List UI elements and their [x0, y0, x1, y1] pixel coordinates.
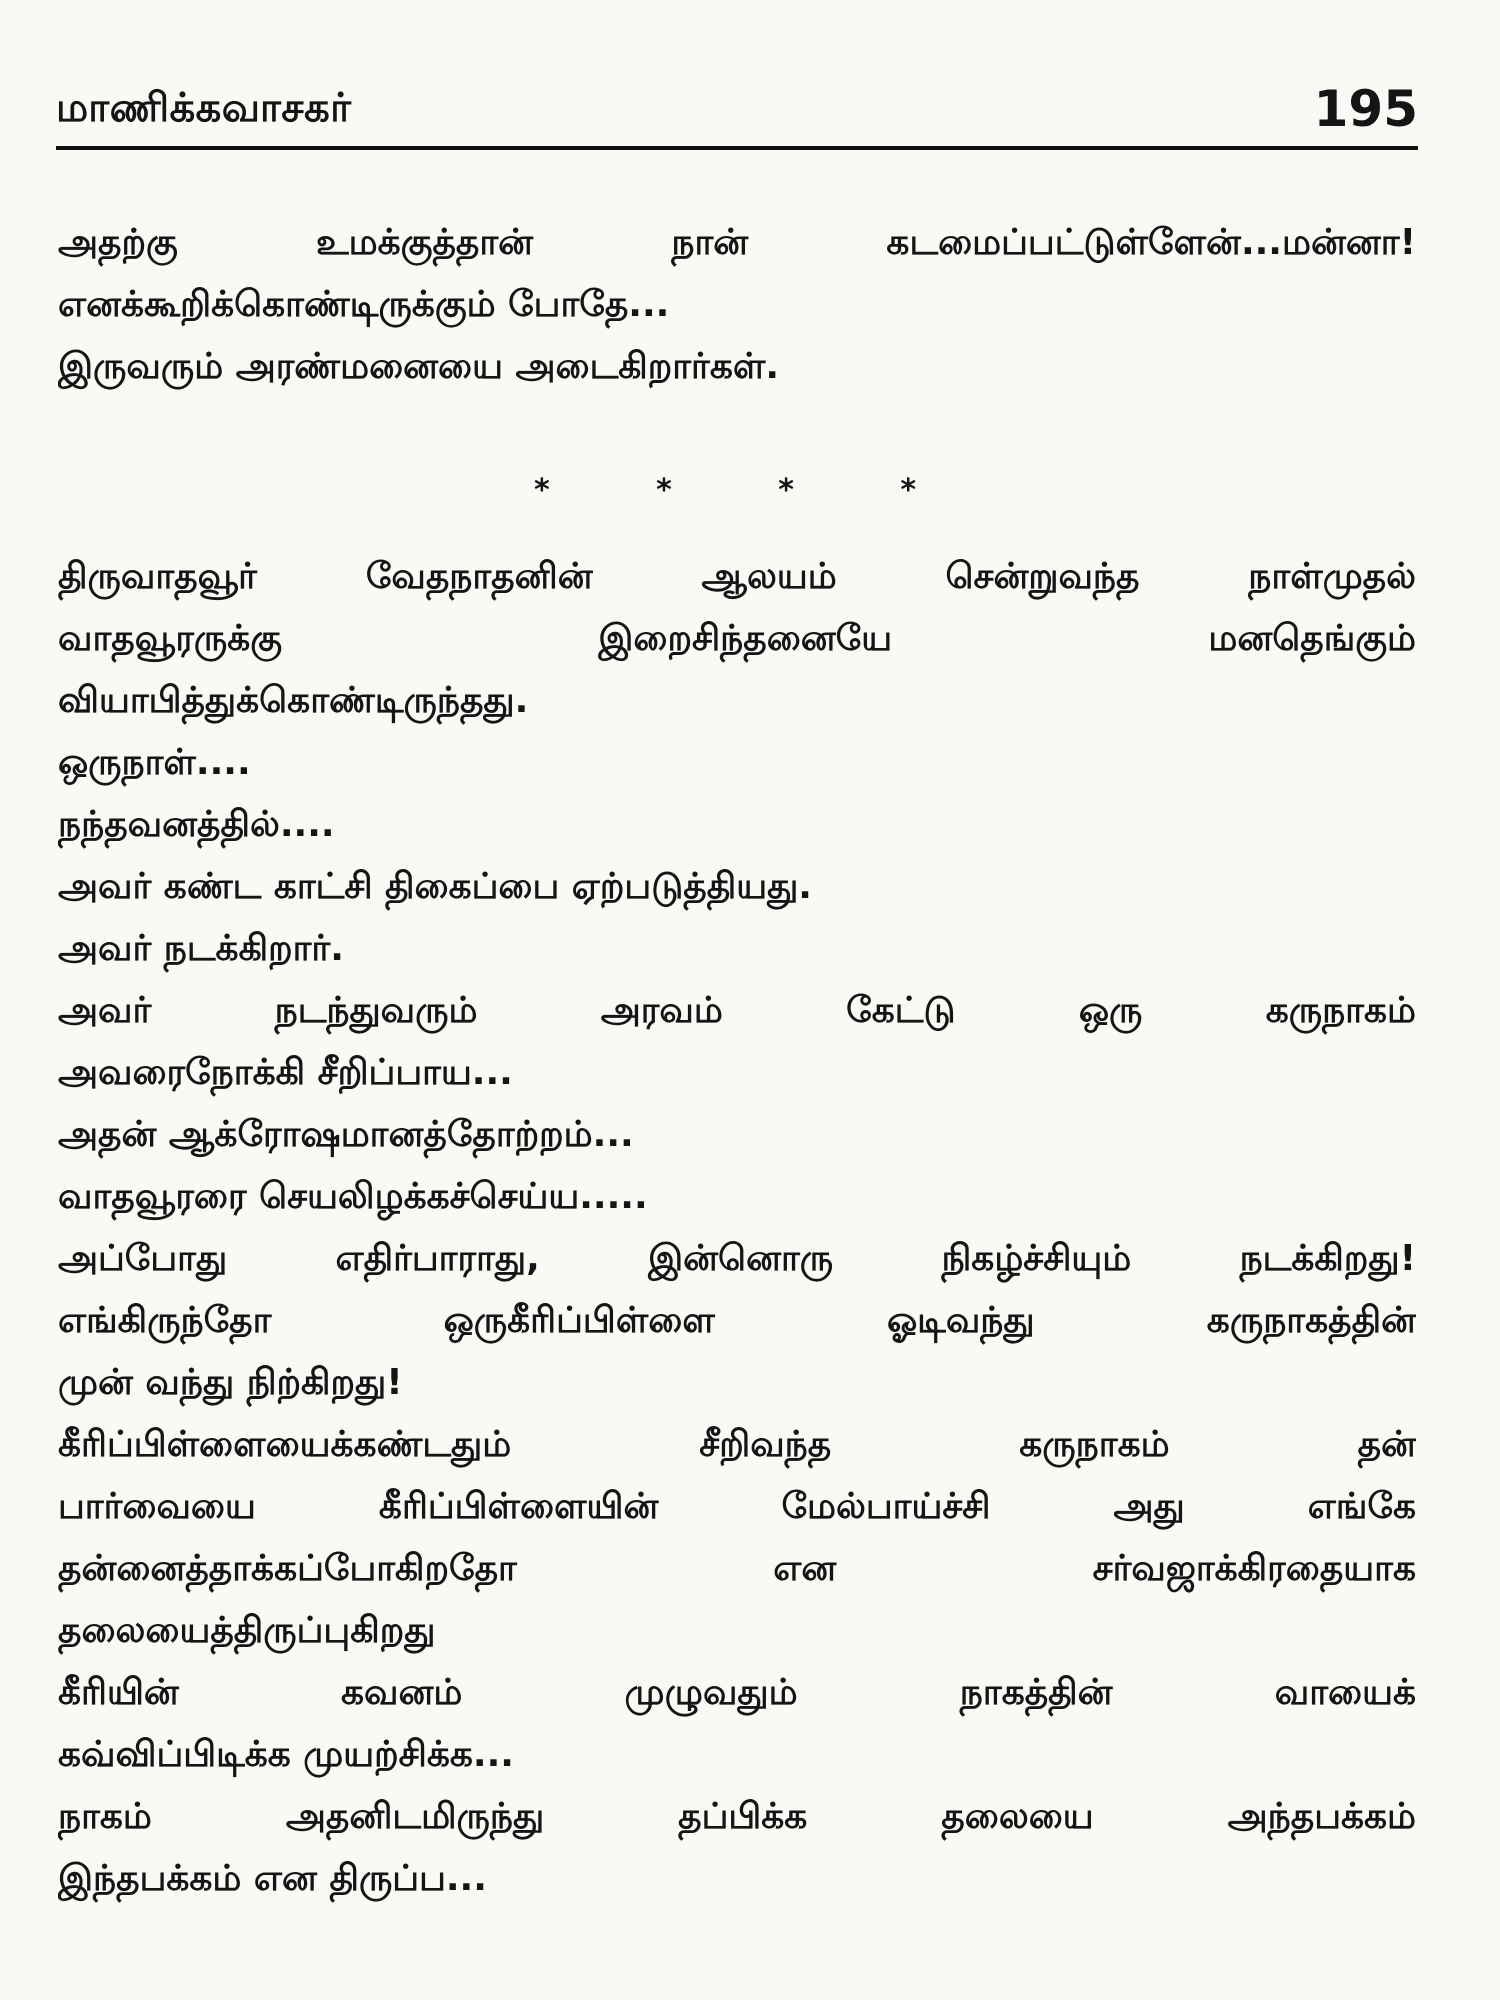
- text-line: அவர் நடந்துவரும் அரவம் கேட்டு ஒரு கருநாகம்: [58, 990, 1416, 1031]
- header-rule: [56, 146, 1418, 150]
- text-line: முன் வந்து நிற்கிறது!: [58, 1362, 403, 1403]
- page-body: [58, 212, 1416, 1910]
- section-separator: * * * *: [533, 473, 965, 508]
- text-line: தலையைத்திருப்புகிறது: [58, 1610, 436, 1651]
- text-line: அவர் நடக்கிறார்.: [58, 928, 344, 969]
- text-line: இந்தபக்கம் என திருப்ப...: [58, 1858, 487, 1899]
- text-line: வாதவூரருக்கு இறைசிந்தனையே மனதெங்கும்: [58, 618, 1416, 659]
- text-line: கவ்விப்பிடிக்க முயற்சிக்க...: [58, 1734, 514, 1775]
- text-line: ஒருநாள்....: [58, 742, 251, 783]
- text-line: அப்போது எதிர்பாராது, இன்னொரு நிகழ்ச்சியும் நடக்கிறது!: [58, 1238, 1416, 1279]
- text-line: அவரைநோக்கி சீறிப்பாய...: [58, 1052, 513, 1093]
- blank-line: [58, 398, 1416, 460]
- text-line: நந்தவனத்தில்....: [58, 804, 335, 845]
- text-line: எனக்கூறிக்கொண்டிருக்கும் போதே...: [58, 284, 670, 325]
- text-line: வியாபித்துக்கொண்டிருந்தது.: [58, 680, 529, 721]
- running-title: மாணிக்கவாசகர்: [56, 85, 352, 131]
- page-number: 195: [1313, 80, 1418, 138]
- text-line: தன்னைத்தாக்கப்போகிறதோ என சர்வஜாக்கிரதையாக: [58, 1548, 1416, 1589]
- page-header: [56, 68, 1418, 146]
- text-line: இருவரும் அரண்மனையை அடைகிறார்கள்.: [58, 346, 780, 387]
- blank-line: [58, 522, 1416, 546]
- text-line: நாகம் அதனிடமிருந்து தப்பிக்க தலையை அந்தபக்கம்: [58, 1796, 1416, 1837]
- text-line: அவர் கண்ட காட்சி திகைப்பை ஏற்படுத்தியது.: [58, 866, 812, 907]
- text-line: அதன் ஆக்ரோஷமானத்தோற்றம்...: [58, 1114, 634, 1155]
- text-line: அதற்கு உமக்குத்தான் நான் கடமைப்பட்டுள்ளேன்...மன்னா!: [58, 222, 1416, 263]
- text-line: கீரிப்பிள்ளையைக்கண்டதும் சீறிவந்த கருநாகம் தன்: [58, 1424, 1416, 1465]
- text-line: பார்வையை கீரிப்பிள்ளையின் மேல்பாய்ச்சி அது எங்கே: [58, 1486, 1416, 1527]
- text-line: திருவாதவூர் வேதநாதனின் ஆலயம் சென்றுவந்த நாள்முதல்: [58, 556, 1416, 597]
- text-line: எங்கிருந்தோ ஒருகீரிப்பிள்ளை ஓடிவந்து கருநாகத்தின்: [58, 1300, 1416, 1341]
- text-line: வாதவூரரை செயலிழக்கச்செய்ய.....: [58, 1176, 648, 1217]
- text-line: கீரியின் கவனம் முழுவதும் நாகத்தின் வாயைக்: [58, 1672, 1416, 1713]
